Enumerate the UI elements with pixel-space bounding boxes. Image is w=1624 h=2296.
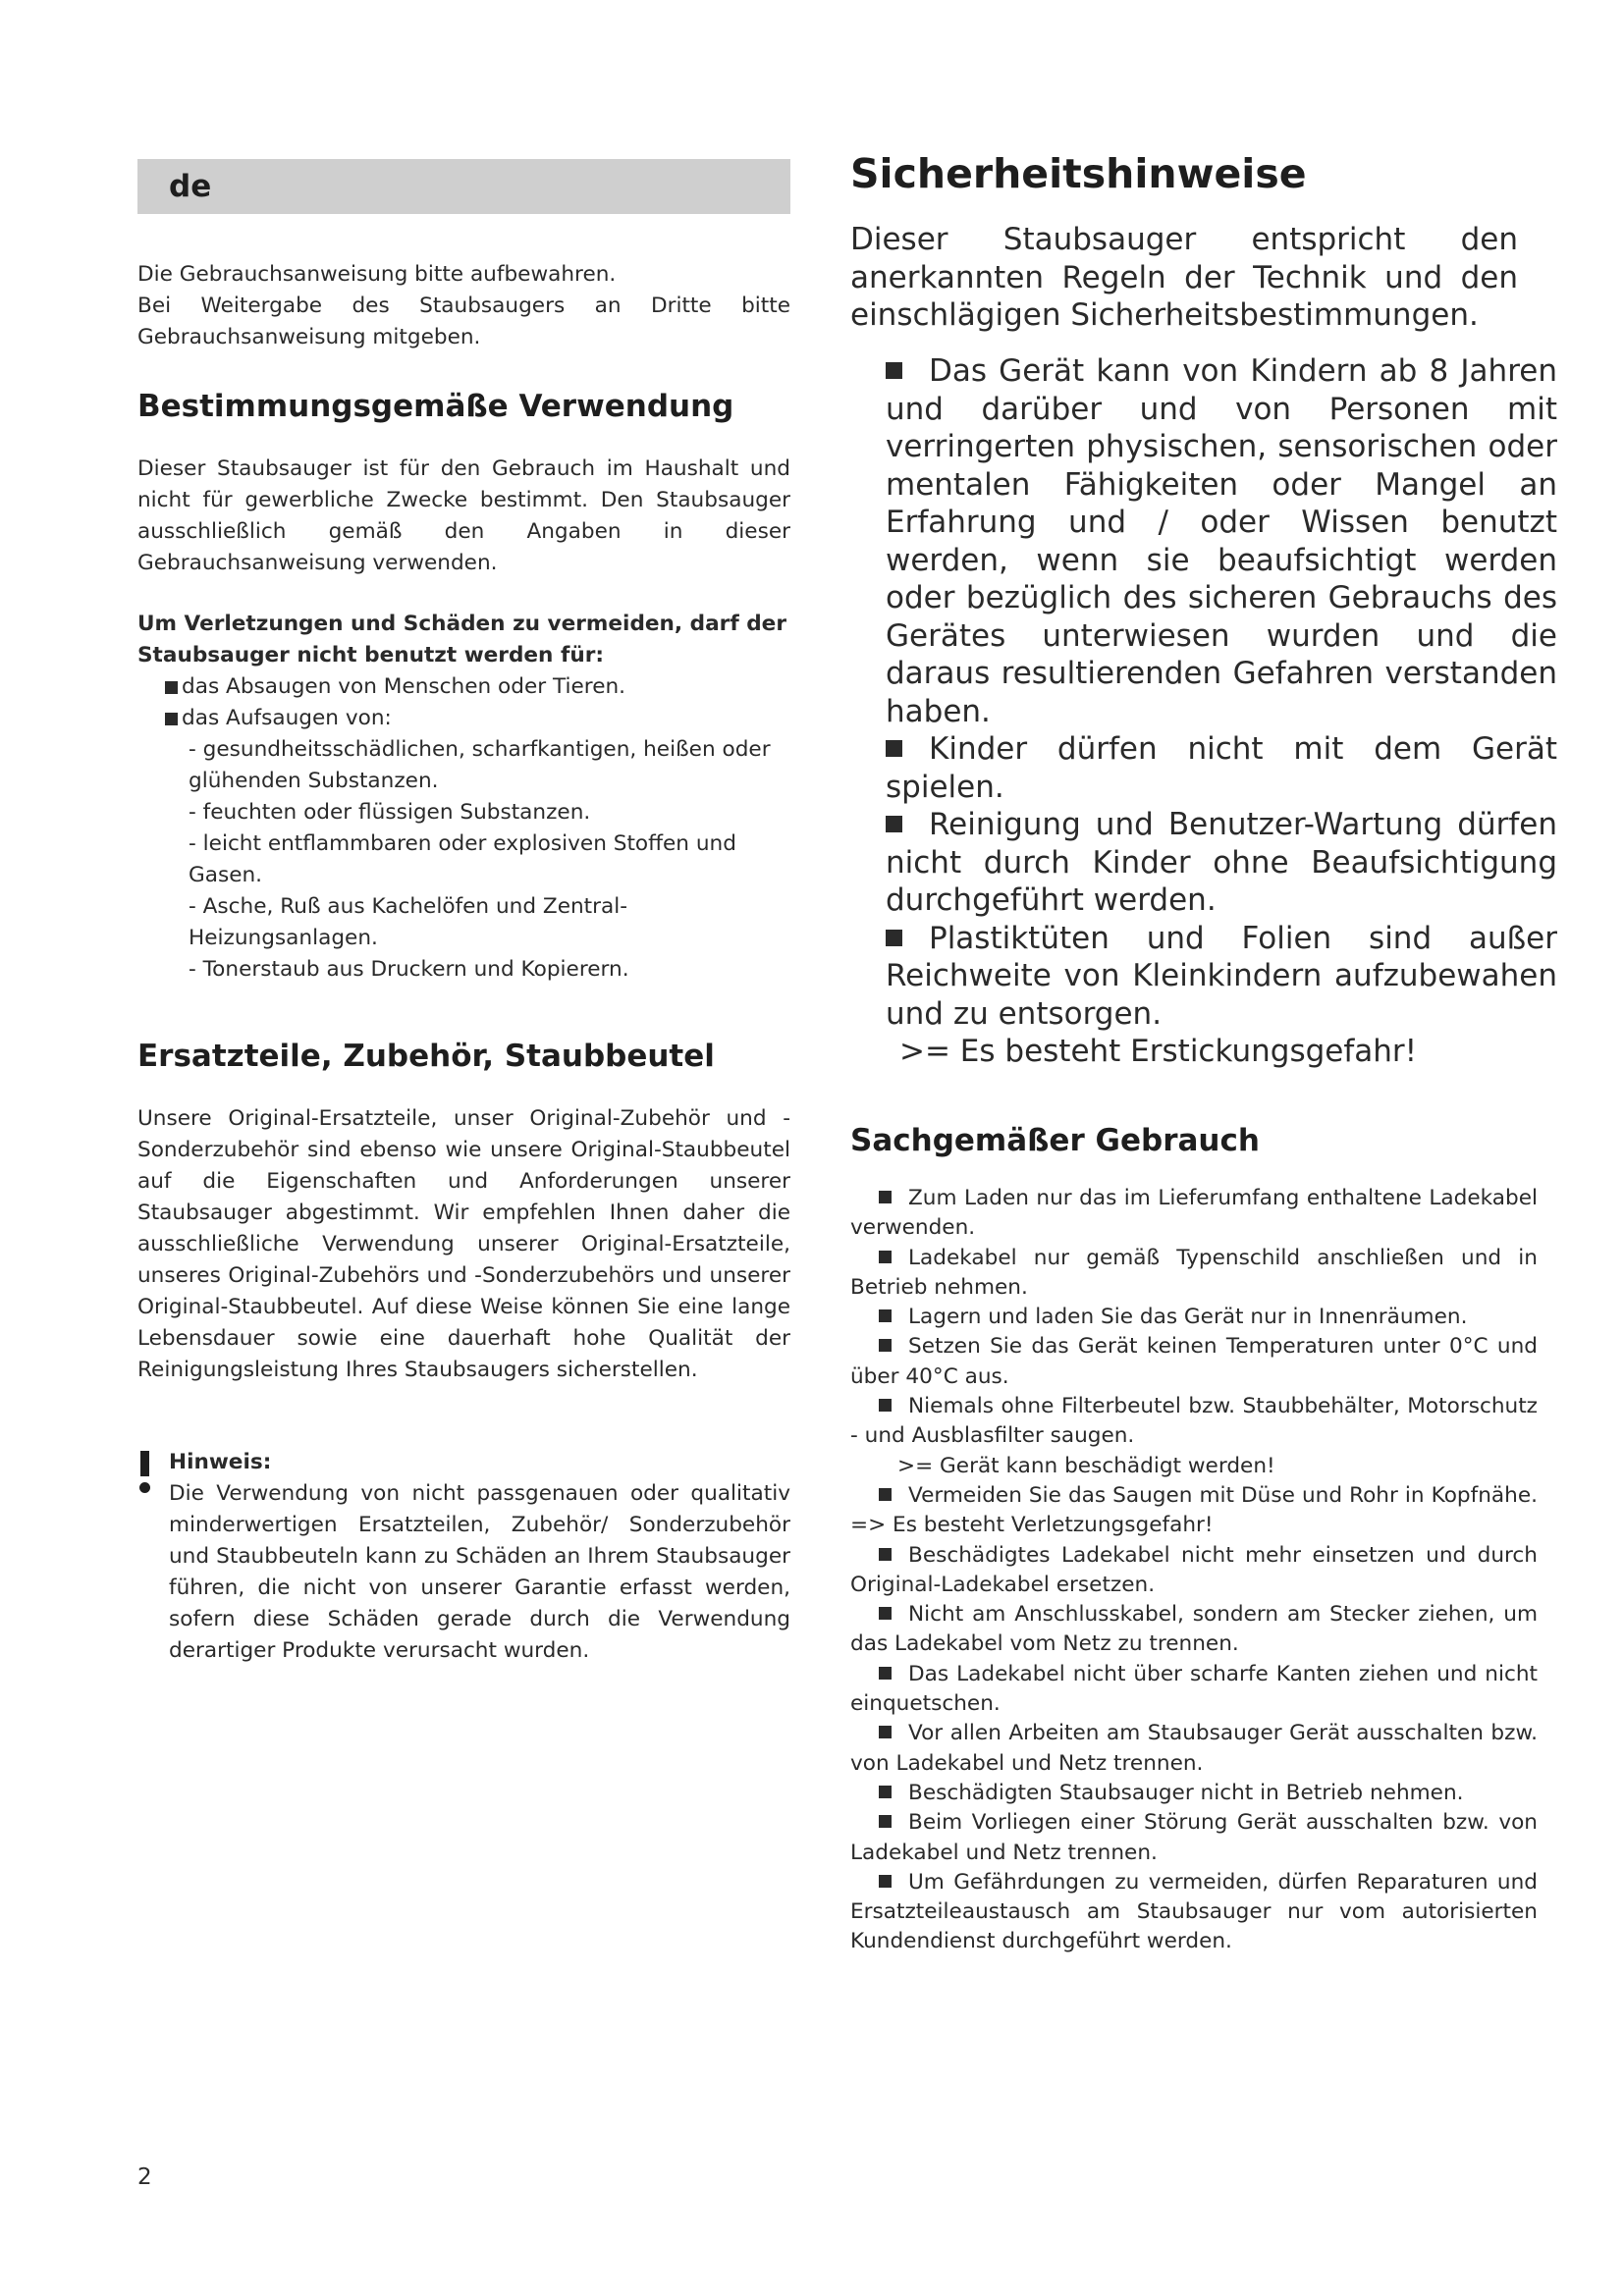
intro-line-1: Die Gebrauchsanweisung bitte aufbewahren. xyxy=(137,262,617,287)
bullet-square-icon xyxy=(879,1607,892,1620)
intended-use-paragraph: Dieser Staubsauger ist für den Gebrauch im Haushalt und nicht für gewerbliche Zwecke bestimmt. Den Staubsauger ausschließlich gemäß den Angaben in dieser Gebrauchsanweisung verwenden. xyxy=(137,456,790,575)
bullet-square-icon xyxy=(879,1191,892,1203)
list-item: Plastiktüten und Folien sind außer Reichweite von Kleinkindern aufzubewahen und zu entsorgen. xyxy=(886,920,1557,1032)
bullet-square-icon xyxy=(886,362,902,379)
safety-bullets xyxy=(850,352,1557,1071)
spare-parts-text xyxy=(137,1103,790,1386)
bullet-square-icon xyxy=(879,1726,892,1738)
safety-intro-text: Dieser Staubsauger entspricht den anerkannten Regeln der Technik und den einschlägigen Sicherheitsbestimmungen. xyxy=(850,222,1518,333)
bullet-square-icon xyxy=(879,1339,892,1352)
page-title: Sicherheitshinweise xyxy=(850,150,1307,197)
exclamation-icon xyxy=(137,1451,157,1500)
list-item: Kinder dürfen nicht mit dem Gerät spielen. xyxy=(886,731,1557,805)
misuse-dash-list xyxy=(137,734,790,986)
bullet-square-icon xyxy=(879,1488,892,1501)
list-item: - feuchten oder flüssigen Substanzen. xyxy=(189,800,591,825)
list-item: Vor allen Arbeiten am Staubsauger Gerät ausschalten bzw. von Ladekabel und Netz trennen. xyxy=(850,1721,1538,1776)
proper-use-list xyxy=(850,1184,1538,1957)
safety-bullet-list xyxy=(850,352,1557,1071)
list-item: - leicht entflammbaren oder explosiven Stoffen und Gasen. xyxy=(189,831,736,887)
list-item: Das Gerät kann von Kindern ab 8 Jahren und darüber und von Personen mit verringerten physischen, sensorischen oder mentalen Fähigkeiten oder Mangel an Erfahrung und / oder Wissen benutzt werden, wenn sie beaufsichtigt werden oder bezüglich des sicheren Gebrauchs des Gerätes unterwiesen wurden und die daraus resultierenden Gefahren verstanden haben. xyxy=(886,353,1557,729)
note-box xyxy=(169,1447,790,1667)
spare-parts-paragraph: Unsere Original-Ersatzteile, unser Original-Zubehör und -Sonderzubehör sind ebenso wie unsere Original-Staubbeutel auf die Eigenschaften und Anforderungen unserer Staubsauger abgestimmt. Wir empfehlen Ihnen daher die ausschließliche Verwendung unserer Original-Ersatzteile, unseres Original-Zubehörs und -Sonderzubehörs und unserer Original-Staubbeutel. Auf diese Weise können Sie eine lange Lebensdauer sowie eine dauerhaft hohe Qualität der Reinigungsleistung Ihres Staubsaugers sicherstellen. xyxy=(137,1106,790,1382)
list-item: - gesundheitsschädlichen, scharfkantigen, heißen oder glühenden Substanzen. xyxy=(189,737,771,793)
bullet-square-icon xyxy=(879,1786,892,1798)
list-item: Nicht am Anschlusskabel, sondern am Stecker ziehen, um das Ladekabel vom Netz zu trennen. xyxy=(850,1602,1538,1657)
section-title-intended-use: Bestimmungsgemäße Verwendung xyxy=(137,389,734,424)
list-item: Beim Vorliegen einer Störung Gerät ausschalten bzw. von Ladekabel und Netz trennen. xyxy=(850,1810,1538,1865)
arrow-note: >= Gerät kann beschädigt werden! xyxy=(897,1453,1275,1478)
misuse-bullet-list xyxy=(137,671,790,734)
bullet-square-icon xyxy=(879,1875,892,1888)
note-text: Die Verwendung von nicht passgenauen oder qualitativ minderwertigen Ersatzteilen, Zubehör/ Sonderzubehör und Staubbeuteln kann zu Schäden an Ihrem Staubsauger führen, die nicht von unserer Garantie erfasst werden, sofern diese Schäden gerade durch die Verwendung derartiger Produkte verursacht wurden. xyxy=(169,1481,790,1663)
note-title: Hinweis: xyxy=(169,1450,272,1474)
intended-use-text xyxy=(137,454,790,579)
list-item: Beschädigtes Ladekabel nicht mehr einsetzen und durch Original-Ladekabel ersetzen. xyxy=(850,1542,1538,1597)
misuse-warning-head: Um Verletzungen und Schäden zu vermeiden, darf der Staubsauger nicht benutzt werden für: xyxy=(137,612,786,667)
list-item: Ladekabel nur gemäß Typenschild anschließen und in Betrieb nehmen. xyxy=(850,1245,1538,1300)
intro-line-2: Bei Weitergabe des Staubsaugers an Dritte bitte Gebrauchsanweisung mitgeben. xyxy=(137,294,790,349)
list-item: Zum Laden nur das im Lieferumfang enthaltene Ladekabel verwenden. xyxy=(850,1186,1538,1241)
list-item: das Absaugen von Menschen oder Tieren. xyxy=(137,671,790,703)
list-item: Reinigung und Benutzer-Wartung dürfen nicht durch Kinder ohne Beaufsichtigung durchgeführt werden. xyxy=(886,807,1557,918)
list-item: Lagern und laden Sie das Gerät nur in Innenräumen. xyxy=(850,1303,1538,1332)
list-item: Niemals ohne Filterbeutel bzw. Staubbehälter, Motorschutz - und Ausblasfilter saugen. xyxy=(850,1394,1538,1449)
bullet-square-icon xyxy=(879,1548,892,1561)
bullet-square-icon xyxy=(886,816,902,832)
list-item: Das Ladekabel nicht über scharfe Kanten ziehen und nicht einquetschen. xyxy=(850,1661,1538,1717)
misuse-warning xyxy=(137,609,790,986)
page-number: 2 xyxy=(137,2164,152,2190)
safety-intro xyxy=(850,221,1518,335)
bullet-square-icon xyxy=(879,1251,892,1263)
arrow-note: >= Es besteht Erstickungsgefahr! xyxy=(899,1034,1418,1069)
section-title-spare-parts: Ersatzteile, Zubehör, Staubbeutel xyxy=(137,1039,715,1074)
section-title-proper-use: Sachgemäßer Gebrauch xyxy=(850,1123,1260,1158)
bullet-square-icon xyxy=(879,1815,892,1828)
language-tab: de xyxy=(137,159,790,214)
bullet-square-icon xyxy=(879,1667,892,1680)
bullet-square-icon xyxy=(879,1399,892,1412)
list-item: - Tonerstaub aus Druckern und Kopierern. xyxy=(189,957,629,982)
intro-text xyxy=(137,259,790,353)
bullet-square-icon xyxy=(879,1309,892,1322)
list-item: Vermeiden Sie das Saugen mit Düse und Rohr in Kopfnähe. => Es besteht Verletzungsgefahr! xyxy=(850,1482,1538,1538)
bullet-square-icon xyxy=(886,740,902,757)
list-item: das Aufsaugen von: xyxy=(137,703,790,734)
list-item: - Asche, Ruß aus Kachelöfen und Zentral- Heizungsanlagen. xyxy=(189,894,628,950)
list-item: Um Gefährdungen zu vermeiden, dürfen Reparaturen und Ersatzteileaustausch am Staubsauger nur vom autorisierten Kundendienst durchgeführt werden. xyxy=(850,1869,1538,1954)
bullet-square-icon xyxy=(886,930,902,946)
list-item: Beschädigten Staubsauger nicht in Betrieb nehmen. xyxy=(850,1779,1538,1808)
list-item: Setzen Sie das Gerät keinen Temperaturen unter 0°C und über 40°C aus. xyxy=(850,1334,1538,1389)
